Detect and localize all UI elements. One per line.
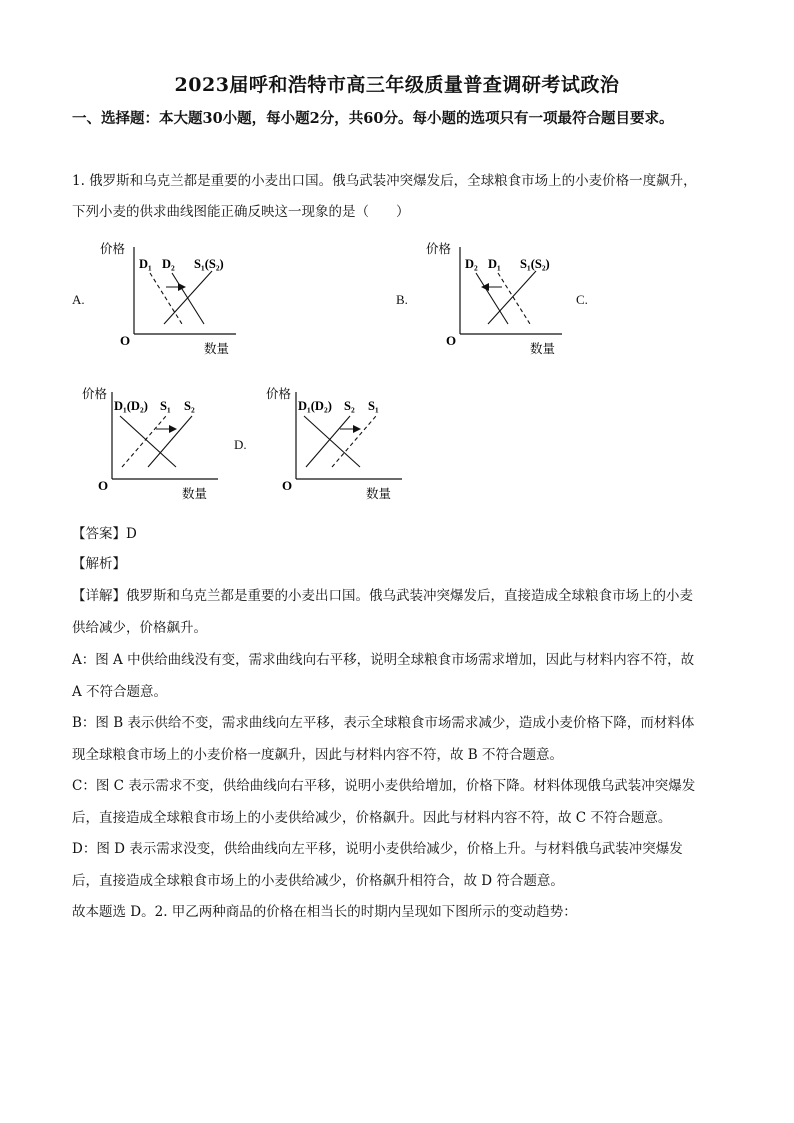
option-b-label: B. — [396, 292, 408, 307]
graph-c — [78, 382, 228, 507]
origin-label: O — [120, 333, 131, 348]
price-axis-label: 价格 — [266, 387, 292, 401]
conclusion-line: 故本题选 D。2. 甲乙两种商品的价格在相当长的时期内呈现如下图所示的变动趋势： — [72, 904, 577, 920]
curve-label-d2: D₂ — [465, 257, 478, 271]
quantity-axis-label: 数量 — [366, 487, 392, 501]
curve-label-s2: S₂ — [344, 399, 355, 413]
graph-b — [422, 237, 572, 362]
curve-label-d2: D₂ — [162, 257, 175, 271]
price-axis-label: 价格 — [426, 242, 452, 256]
curve-label-d1: D₁ — [139, 257, 152, 271]
quantity-axis-label: 数量 — [182, 487, 208, 501]
section-header: 一、选择题：本大题30小题，每小题2分，共60分。每小题的选项只有一项最符合题目要求。 — [72, 110, 674, 127]
curve-label-s1: S₁ — [368, 399, 379, 413]
question-1-stem-line-2: 下列小麦的供求曲线图能正确反映这一现象的是（ ） — [72, 204, 410, 220]
option-d-label: D. — [234, 437, 247, 452]
analysis-label: 【解析】 — [72, 556, 126, 572]
option-c-explanation-1: C：图 C 表示需求不变，供给曲线向右平移，说明小麦供给增加，价格下降。材料体现俄乌武装冲突爆发 — [72, 778, 696, 794]
supply-curve-s2 — [148, 416, 192, 467]
supply-curve-s1 — [332, 416, 376, 467]
answer: 【答案】D — [72, 526, 137, 542]
option-b-explanation-2: 现全球粮食市场上的小麦价格一度飙升，因此与材料内容不符，故 B 不符合题意。 — [72, 747, 564, 763]
question-1-stem-line-1: 1. 俄罗斯和乌克兰都是重要的小麦出口国。俄乌武装冲突爆发后，全球粮食市场上的小麦价格一度飙升， — [72, 173, 697, 189]
curve-label-s1: S₁ — [160, 399, 171, 413]
option-b-explanation-1: B：图 B 表示供给不变，需求曲线向左平移，表示全球粮食市场需求减少，造成小麦价格下降，而材料体 — [72, 715, 695, 731]
quantity-axis-label: 数量 — [530, 342, 556, 356]
supply-curve-s — [488, 271, 536, 324]
option-a-label: A. — [72, 292, 85, 307]
option-a-explanation-1: A：图 A 中供给曲线没有变，需求曲线向右平移，说明全球粮食市场需求增加，因此与材料内容不符，故 — [72, 652, 695, 668]
curve-label-d: D₁(D₂) — [298, 399, 332, 413]
graph-d — [262, 382, 412, 507]
detail-line-1: 【详解】俄罗斯和乌克兰都是重要的小麦出口国。俄乌武装冲突爆发后，直接造成全球粮食市场上的小麦 — [72, 588, 693, 604]
curve-label-d: D₁(D₂) — [114, 399, 148, 413]
detail-line-2: 供给减少，价格飙升。 — [72, 620, 207, 636]
origin-label: O — [98, 478, 109, 493]
option-c-explanation-2: 后，直接造成全球粮食市场上的小麦供给减少，价格飙升。因此与材料内容不符，故 C 不符合题意。 — [72, 810, 672, 826]
curve-label-s: S₁(S₂) — [520, 257, 550, 271]
option-a-explanation-2: A 不符合题意。 — [72, 684, 168, 700]
curve-label-d1: D₁ — [488, 257, 501, 271]
quantity-axis-label: 数量 — [204, 342, 230, 356]
graph-a — [96, 237, 246, 362]
curve-label-s2: S₂ — [184, 399, 195, 413]
origin-label: O — [282, 478, 293, 493]
page-title: 2023届呼和浩特市高三年级质量普查调研考试政治 — [174, 74, 620, 96]
option-d-explanation-2: 后，直接造成全球粮食市场上的小麦供给减少，价格飙升相符合，故 D 符合题意。 — [72, 873, 564, 889]
option-d-explanation-1: D：图 D 表示需求没变，供给曲线向左平移，说明小麦供给减少，价格上升。与材料俄乌武装冲突爆发 — [72, 841, 683, 857]
price-axis-label: 价格 — [82, 387, 108, 401]
option-c-label: C. — [576, 292, 588, 307]
origin-label: O — [446, 333, 457, 348]
price-axis-label: 价格 — [100, 242, 126, 256]
curve-label-s: S₁(S₂) — [194, 257, 224, 271]
supply-curve-s — [164, 271, 212, 324]
